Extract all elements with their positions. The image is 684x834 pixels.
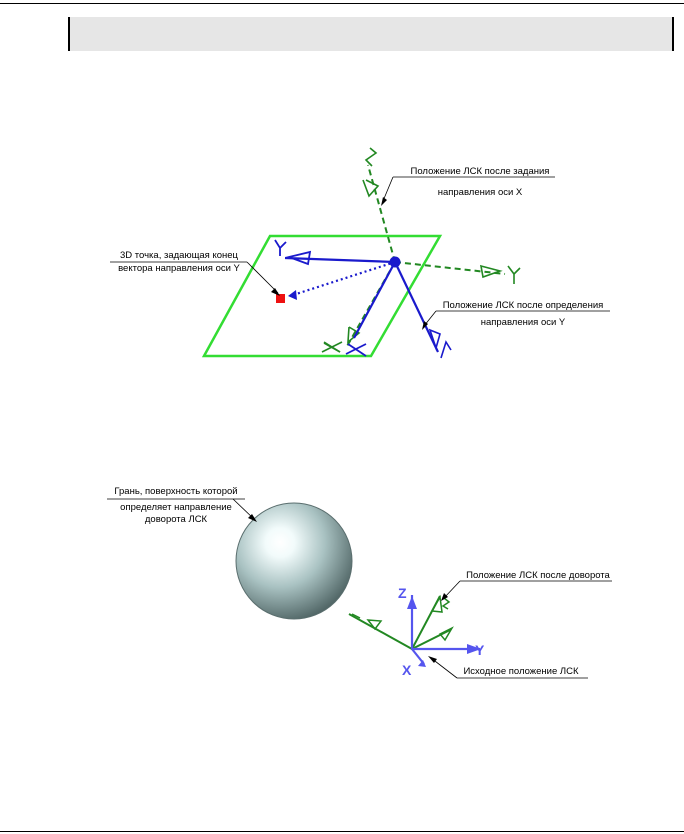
red-3d-point — [276, 294, 285, 303]
callout-face-line2: определяет направление — [120, 502, 232, 513]
sphere-face — [236, 503, 352, 619]
callout-face-line3: доворота ЛСК — [144, 514, 208, 525]
callout-x-line2: направления оси X — [437, 187, 523, 198]
green-plane — [204, 236, 440, 356]
green-axis-up-letter — [443, 598, 449, 609]
bottom-rule — [0, 831, 684, 832]
callout-point-line2: вектора направления оси Y — [118, 263, 240, 274]
callout-rot-text: Положение ЛСК после доворота — [466, 570, 610, 581]
z-axis-arrow — [407, 596, 417, 609]
dashed-x-axis-right-letter — [508, 266, 520, 284]
green-axis-up-arrow — [432, 597, 442, 612]
callout-x-line1: Положение ЛСК после задания — [410, 166, 550, 177]
green-axis-left — [349, 614, 412, 649]
callout-y-line2: направления оси Y — [480, 317, 566, 328]
dotted-vector-arrow — [288, 290, 297, 300]
bottom-diagram — [107, 486, 612, 678]
callout-init-text: Исходное положение ЛСК — [463, 666, 579, 677]
origin-point — [390, 257, 401, 268]
callout-point-arrowhead — [271, 288, 280, 296]
callout-x-pointer — [383, 177, 393, 201]
dashed-z-axis-letter — [366, 148, 376, 166]
callout-point-line1: 3D точка, задающая конец — [120, 250, 238, 261]
blue-axis-down-right-letter — [441, 342, 451, 358]
dashed-z-axis — [368, 165, 395, 262]
blue-y-axis-letter — [275, 240, 286, 256]
y-axis-label: Y — [475, 642, 485, 658]
callout-x-arrowhead — [381, 197, 387, 206]
z-axis-label: Z — [398, 585, 407, 601]
callout-point-pointer — [247, 262, 278, 293]
callout-y-line1: Положение ЛСК после определения — [442, 300, 604, 311]
x-axis-label: X — [402, 662, 412, 678]
callout-face-line1: Грань, поверхность которой — [114, 486, 238, 497]
top-diagram — [110, 148, 610, 358]
